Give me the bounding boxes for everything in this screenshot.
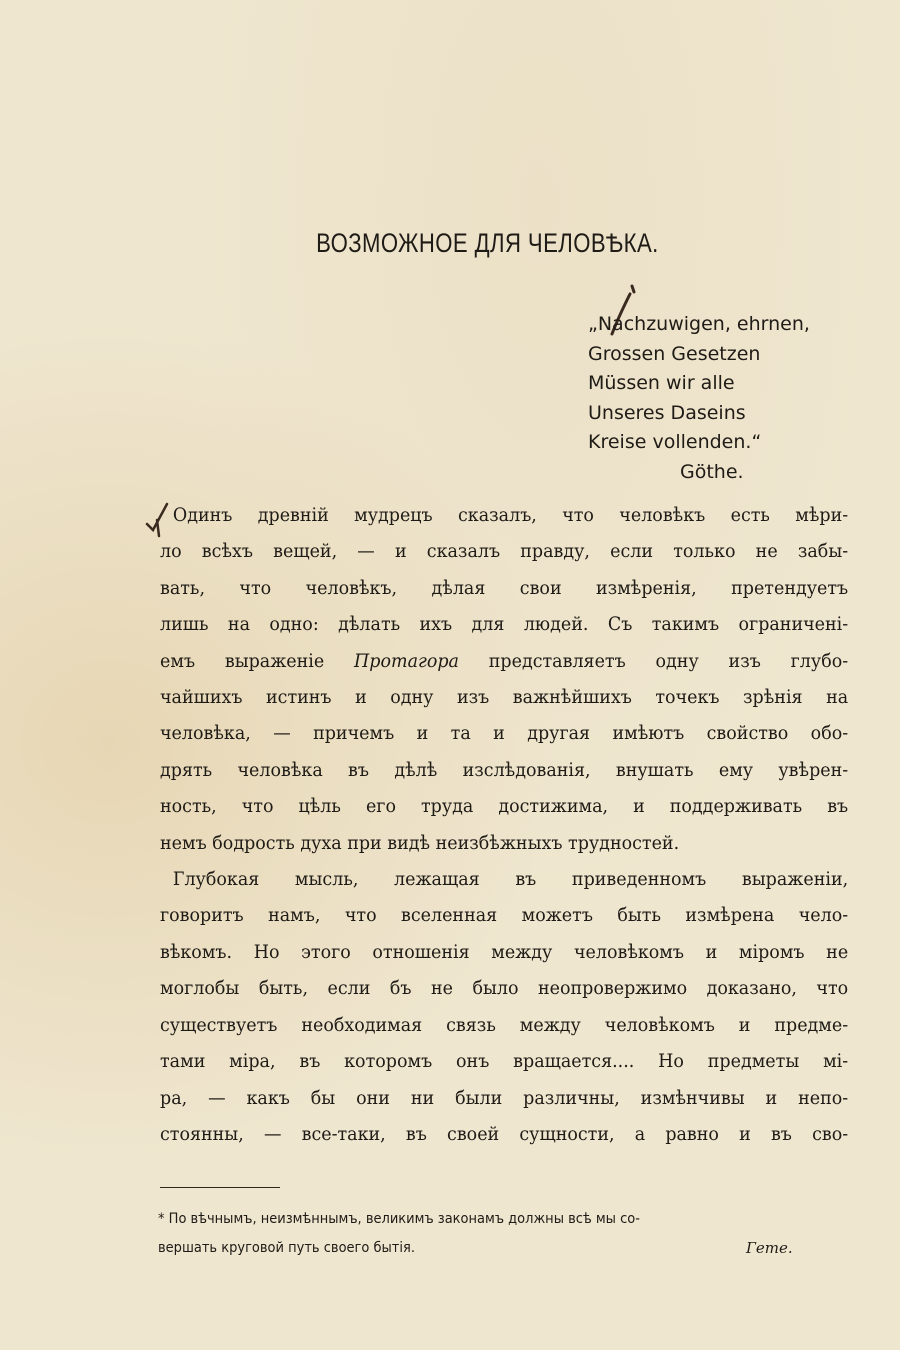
- text-line: говоритъ намъ, что вселенная можетъ быть измѣрена чело-: [160, 904, 849, 927]
- text-line: немъ бодрость духа при видѣ неизбѣжныхъ трудностей.: [160, 831, 680, 854]
- epigraph: [588, 310, 868, 487]
- text-line: лишь на одно: дѣлать ихъ для людей. Съ такимъ ограниченi-: [160, 613, 849, 636]
- epigraph-line: Grossen Gesetzen: [588, 342, 761, 365]
- epigraph-line: Müssen wir alle: [588, 372, 735, 394]
- emphasized-name: Протагора: [354, 649, 459, 672]
- footnote-line: * По вѣчнымъ, неизмѣннымъ, великимъ законамъ должны всѣ мы со-: [158, 1211, 640, 1227]
- body-text: [160, 497, 848, 1152]
- chapter-title: ВОЗМОЖНОЕ ДЛЯ ЧЕЛОВѢКА.: [316, 228, 659, 258]
- text-line: человѣка, — причемъ и та и другая имѣютъ свойство обо-: [160, 722, 849, 745]
- epigraph-line: Unseres Daseins: [588, 401, 746, 424]
- text-line: ло всѣхъ вещей, — и сказалъ правду, если только не забы-: [160, 540, 849, 563]
- epigraph-line: Kreise vollenden.“: [588, 431, 762, 453]
- footnote: [158, 1205, 848, 1263]
- text-line: тами міра, въ которомъ онъ вращается.... Но предметы мі-: [160, 1050, 849, 1073]
- footnote-line: вершать круговой путь своего бытія.: [158, 1240, 415, 1256]
- text-line: вѣкомъ. Но этого отношенія между человѣкомъ и міромъ не: [160, 940, 849, 963]
- epigraph-author: Göthe.: [680, 460, 744, 483]
- footnote-signature: Гете.: [746, 1239, 793, 1257]
- text-line: емъ выраженіе Протагора представляетъ одну изъ глубо-: [160, 649, 849, 672]
- text-line: дрять человѣка въ дѣлѣ изслѣдованія, внушать ему увѣрен-: [160, 758, 849, 781]
- text-line: существуетъ необходимая связь между человѣкомъ и предме-: [160, 1013, 849, 1036]
- text-line: моглобы быть, если бъ не было неопровержимо доказано, что: [160, 977, 849, 1000]
- text-line: Одинъ древній мудрецъ сказалъ, что человѣкъ есть мѣри-: [172, 504, 849, 526]
- text-line: ность, что цѣль его труда достижима, и поддерживать въ: [160, 795, 849, 818]
- text-line: ра, — какъ бы они ни были различны, измѣнчивы и непо-: [160, 1086, 849, 1109]
- text-line: вать, что человѣкъ, дѣлая свои измѣренія, претендуетъ: [160, 576, 849, 599]
- text-line: стоянны, — все-таки, въ своей сущности, а равно и въ сво-: [160, 1122, 849, 1145]
- epigraph-line: „Nachzuwigen, ehrnen,: [588, 313, 810, 335]
- text-line: Глубокая мысль, лежащая въ приведенномъ выраженіи,: [172, 868, 849, 891]
- footnote-divider: [160, 1187, 280, 1188]
- text-line: чайшихъ истинъ и одну изъ важнѣйшихъ точекъ зрѣнія на: [160, 686, 849, 709]
